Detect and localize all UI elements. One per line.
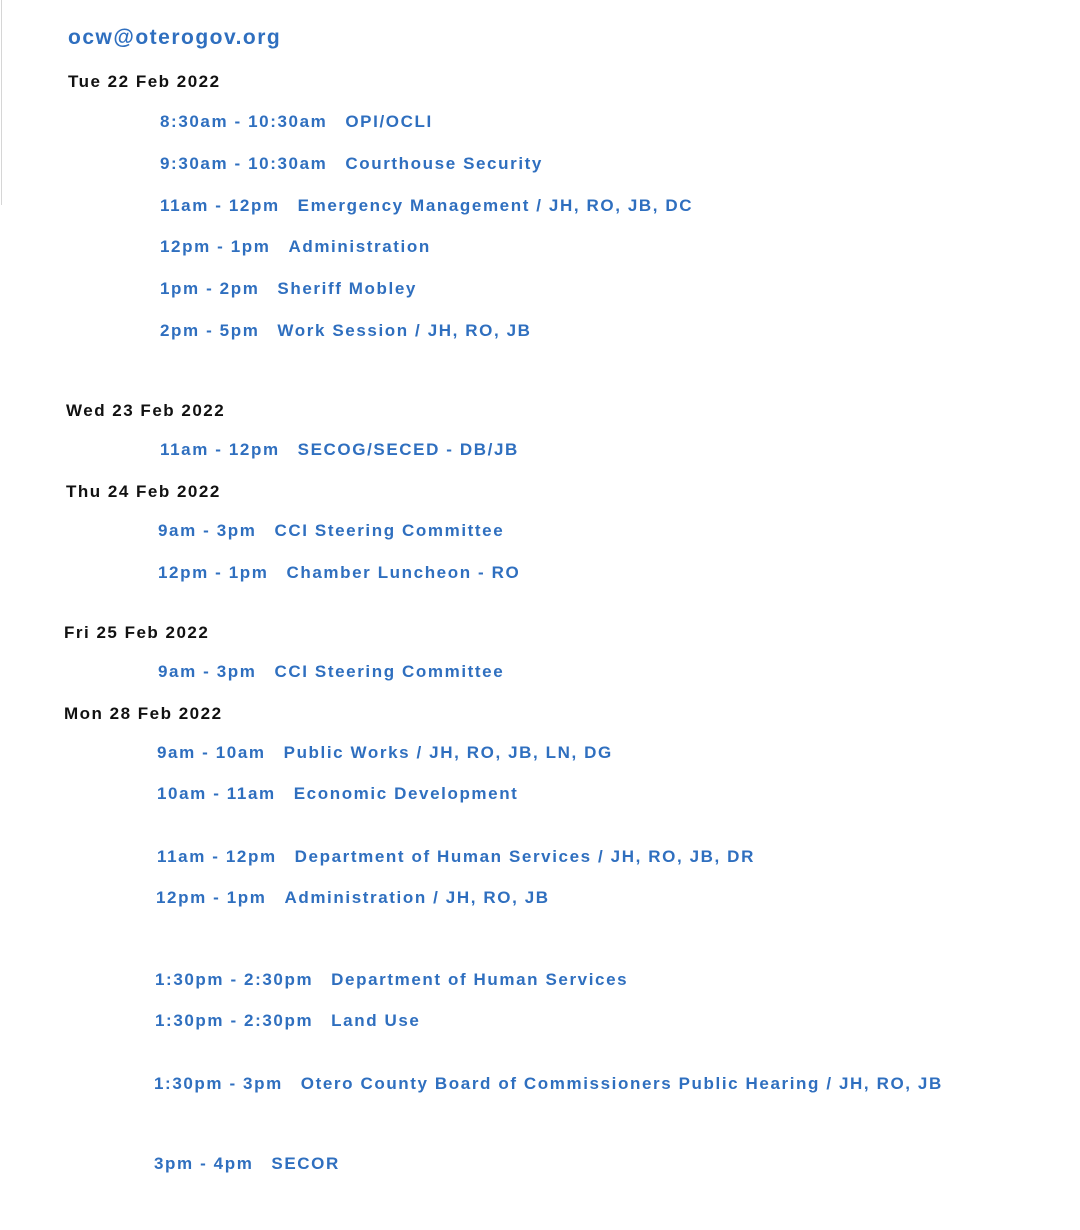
event-title: OPI/OCLI [345, 112, 433, 131]
event-item[interactable] [158, 662, 504, 682]
event-title: Emergency Management / JH, RO, JB, DC [297, 196, 694, 215]
event-time: 12pm - 1pm [160, 237, 271, 256]
event-time: 10am - 11am [157, 784, 276, 803]
day-heading-mon-28-feb: Mon 28 Feb 2022 [64, 704, 223, 723]
event-item[interactable] [160, 154, 543, 174]
day-heading-tue-22-feb: Tue 22 Feb 2022 [68, 72, 221, 91]
event-item[interactable] [155, 970, 628, 990]
event-title: Chamber Luncheon - RO [286, 563, 521, 582]
day-heading-fri-25-feb: Fri 25 Feb 2022 [64, 623, 210, 642]
event-title: Courthouse Security [345, 154, 543, 173]
event-time: 9am - 10am [157, 743, 266, 762]
event-title: Administration [288, 237, 431, 256]
day-heading-wed-23-feb: Wed 23 Feb 2022 [66, 401, 226, 420]
event-title: Economic Development [293, 784, 519, 803]
event-title: Otero County Board of Commissioners Public Hearing / JH, RO, JB [300, 1074, 943, 1093]
event-time: 11am - 12pm [160, 440, 280, 459]
page-edge-line [1, 0, 2, 205]
event-item[interactable] [157, 847, 755, 867]
event-time: 3pm - 4pm [154, 1154, 254, 1173]
event-time: 9am - 3pm [158, 521, 257, 540]
event-title: SECOG/SECED - DB/JB [297, 440, 519, 459]
event-item[interactable] [158, 563, 520, 583]
event-item[interactable] [160, 112, 433, 132]
event-title: Administration / JH, RO, JB [284, 888, 550, 907]
event-title: SECOR [271, 1154, 340, 1173]
event-item[interactable] [160, 321, 532, 341]
event-title: Work Session / JH, RO, JB [277, 321, 532, 340]
event-time: 12pm - 1pm [156, 888, 267, 907]
event-time: 2pm - 5pm [160, 321, 260, 340]
event-time: 1:30pm - 2:30pm [155, 1011, 314, 1030]
event-title: Land Use [331, 1011, 421, 1030]
event-item[interactable] [154, 1074, 943, 1094]
event-title: Department of Human Services / JH, RO, JB, DR [294, 847, 755, 866]
event-time: 11am - 12pm [160, 196, 280, 215]
event-item[interactable] [160, 196, 693, 216]
day-heading-thu-24-feb: Thu 24 Feb 2022 [66, 482, 221, 501]
event-title: CCI Steering Committee [274, 662, 505, 681]
event-time: 9am - 3pm [158, 662, 257, 681]
event-item[interactable] [158, 521, 504, 541]
event-time: 1:30pm - 3pm [154, 1074, 283, 1093]
event-item[interactable] [160, 440, 519, 460]
event-time: 1pm - 2pm [160, 279, 260, 298]
event-item[interactable] [157, 743, 613, 763]
event-item[interactable] [154, 1154, 340, 1174]
event-time: 8:30am - 10:30am [160, 112, 328, 131]
event-time: 9:30am - 10:30am [160, 154, 328, 173]
event-title: Public Works / JH, RO, JB, LN, DG [283, 743, 613, 762]
event-title: Department of Human Services [331, 970, 629, 989]
event-item[interactable] [157, 784, 518, 804]
event-title: Sheriff Mobley [277, 279, 417, 298]
event-time: 11am - 12pm [157, 847, 277, 866]
event-item[interactable] [160, 237, 431, 257]
event-item[interactable] [156, 888, 550, 908]
event-time: 12pm - 1pm [158, 563, 269, 582]
event-time: 1:30pm - 2:30pm [155, 970, 314, 989]
event-item[interactable] [160, 279, 417, 299]
calendar-email-link[interactable]: ocw@oterogov.org [68, 26, 282, 49]
event-item[interactable] [155, 1011, 421, 1031]
event-title: CCI Steering Committee [274, 521, 505, 540]
